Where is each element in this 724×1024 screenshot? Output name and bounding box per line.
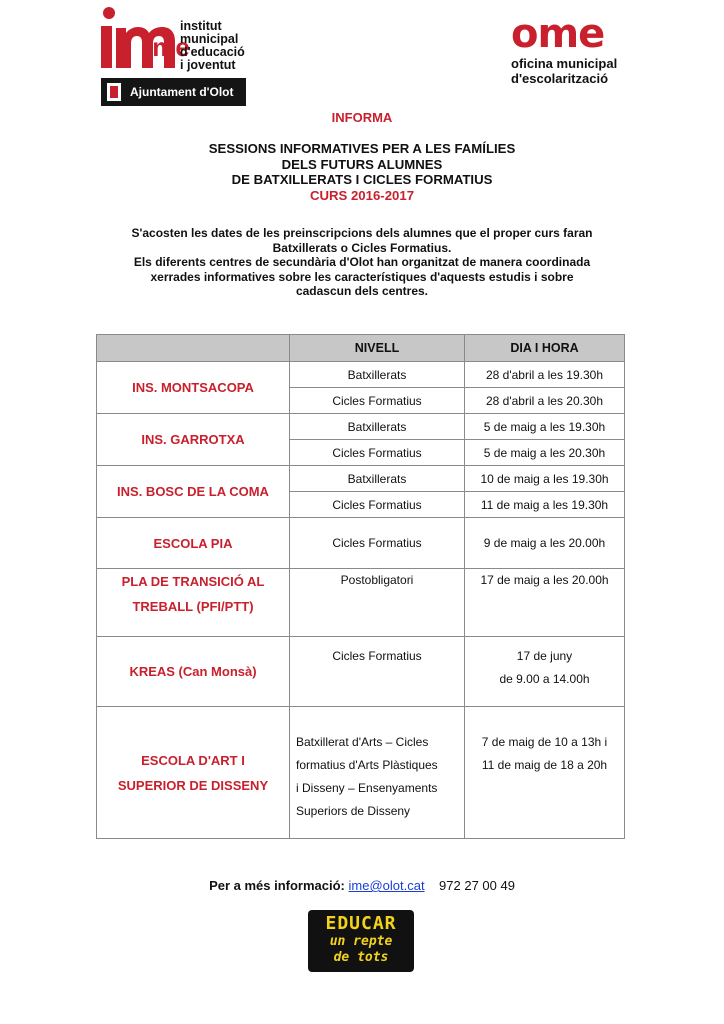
center-name: INS. MONTSACOPA — [97, 362, 290, 414]
nivell-cell: Postobligatori — [290, 569, 465, 637]
dia-cell — [465, 637, 625, 707]
table-row — [97, 362, 625, 388]
ome-subtitle — [511, 56, 641, 86]
nivell-line-1: Batxillerat d'Arts – Cicles — [296, 735, 429, 749]
nivell-cell: Batxillerats — [290, 414, 465, 440]
informa-heading: INFORMA — [331, 110, 393, 125]
document-title — [0, 141, 724, 203]
header-dia: DIA I HORA — [465, 335, 625, 362]
ome-mark: ome — [511, 11, 605, 57]
ome-line-2: d'escolarització — [511, 71, 609, 86]
nivell-cell: Cicles Formatius — [290, 518, 465, 569]
dia-cell: 5 de maig a les 19.30h — [465, 414, 625, 440]
ime-line-2: municipal — [180, 32, 239, 46]
header-center — [97, 335, 290, 362]
center-name — [97, 707, 290, 839]
table-row — [97, 637, 625, 707]
contact-info — [0, 878, 724, 893]
center-name: INS. BOSC DE LA COMA — [97, 466, 290, 518]
table-row — [97, 569, 625, 637]
ime-line-3: d'educació — [180, 45, 245, 59]
ime-logo-mark — [101, 6, 190, 72]
educar-badge — [308, 910, 414, 972]
dia-cell: 17 de maig a les 20.00h — [465, 569, 625, 637]
ime-line-4: i joventut — [180, 58, 236, 72]
table-row — [97, 707, 625, 839]
center-name-line-1: ESCOLA D'ART I — [141, 752, 245, 768]
email-link[interactable]: ime@olot.cat — [348, 878, 425, 893]
table-row — [97, 414, 625, 440]
contact-label: Per a més informació: — [209, 878, 345, 893]
ime-line-1: institut — [180, 19, 222, 33]
intro-line-1: S'acosten les dates de les preinscripcions dels alumnes que el proper curs faran — [131, 226, 593, 240]
nivell-cell: Batxillerats — [290, 362, 465, 388]
ome-logo — [511, 11, 641, 94]
title-line-2: DELS FUTURS ALUMNES — [281, 156, 443, 172]
table-header-row — [97, 335, 625, 362]
intro-line-4: xerrades informatives sobre les característiques d'aquests estudis i sobre — [150, 269, 574, 284]
dia-line-1: 7 de maig de 10 a 13h i — [481, 735, 608, 749]
intro-line-3: Els diferents centres de secundària d'Olot han organitzat de manera coordinada — [133, 255, 591, 269]
badge-line-3: de tots — [333, 950, 389, 965]
dia-line-1: 17 de juny — [516, 649, 573, 663]
badge-line-2: un repte — [329, 934, 393, 949]
dia-cell: 9 de maig a les 20.00h — [465, 518, 625, 569]
dia-cell: 5 de maig a les 20.30h — [465, 440, 625, 466]
dia-cell: 28 d'abril a les 19.30h — [465, 362, 625, 388]
table-row — [97, 518, 625, 569]
ajuntament-banner — [101, 78, 246, 106]
dia-line-2: de 9.00 a 14.00h — [499, 672, 590, 686]
intro-line-2: Batxillerats o Cicles Formatius. — [272, 240, 452, 255]
center-name — [97, 569, 290, 637]
nivell-line-3: i Disseny – Ensenyaments — [296, 781, 438, 795]
nivell-cell: Cicles Formatius — [290, 492, 465, 518]
dia-line-2: 11 de maig de 18 a 20h — [481, 758, 608, 772]
dia-cell: 10 de maig a les 19.30h — [465, 466, 625, 492]
title-line-3: DE BATXILLERATS I CICLES FORMATIUS — [231, 172, 493, 187]
nivell-cell: Cicles Formatius — [290, 440, 465, 466]
nivell-cell — [290, 707, 465, 839]
intro-paragraph — [0, 226, 724, 299]
center-name: ESCOLA PIA — [97, 518, 290, 569]
nivell-cell: Cicles Formatius — [290, 637, 465, 707]
ome-line-1: oficina municipal — [511, 56, 618, 71]
center-name-line-2: TREBALL (PFI/PTT) — [132, 599, 254, 614]
ime-logo — [101, 6, 251, 106]
title-line-1: SESSIONS INFORMATIVES PER A LES FAMÍLIES — [208, 141, 516, 156]
ime-institution-name — [180, 20, 245, 72]
center-name-line-2: SUPERIOR DE DISSENY — [117, 777, 269, 793]
nivell-line-2: formatius d'Arts Plàstiques — [296, 758, 438, 772]
nivell-cell: Cicles Formatius — [290, 388, 465, 414]
coat-of-arms-icon — [107, 83, 121, 101]
nivell-line-4: Superiors de Disseny — [296, 804, 411, 818]
header-nivell: NIVELL — [290, 335, 465, 362]
dia-cell: 28 d'abril a les 20.30h — [465, 388, 625, 414]
center-name-line-1: PLA DE TRANSICIÓ AL — [121, 574, 265, 589]
dia-cell: 11 de maig a les 19.30h — [465, 492, 625, 518]
table-row — [97, 466, 625, 492]
sessions-table — [96, 334, 625, 839]
nivell-cell: Batxillerats — [290, 466, 465, 492]
center-name: INS. GARROTXA — [97, 414, 290, 466]
center-name: KREAS (Can Monsà) — [97, 637, 290, 707]
dia-cell — [465, 707, 625, 839]
phone-number: 972 27 00 49 — [439, 878, 515, 893]
intro-line-5: cadascun dels centres. — [295, 284, 429, 298]
title-curs: CURS 2016-2017 — [309, 187, 415, 203]
ajuntament-label: Ajuntament d'Olot — [130, 85, 234, 99]
ime-mark-text: ime — [145, 32, 190, 62]
badge-line-1: EDUCAR — [325, 913, 397, 934]
